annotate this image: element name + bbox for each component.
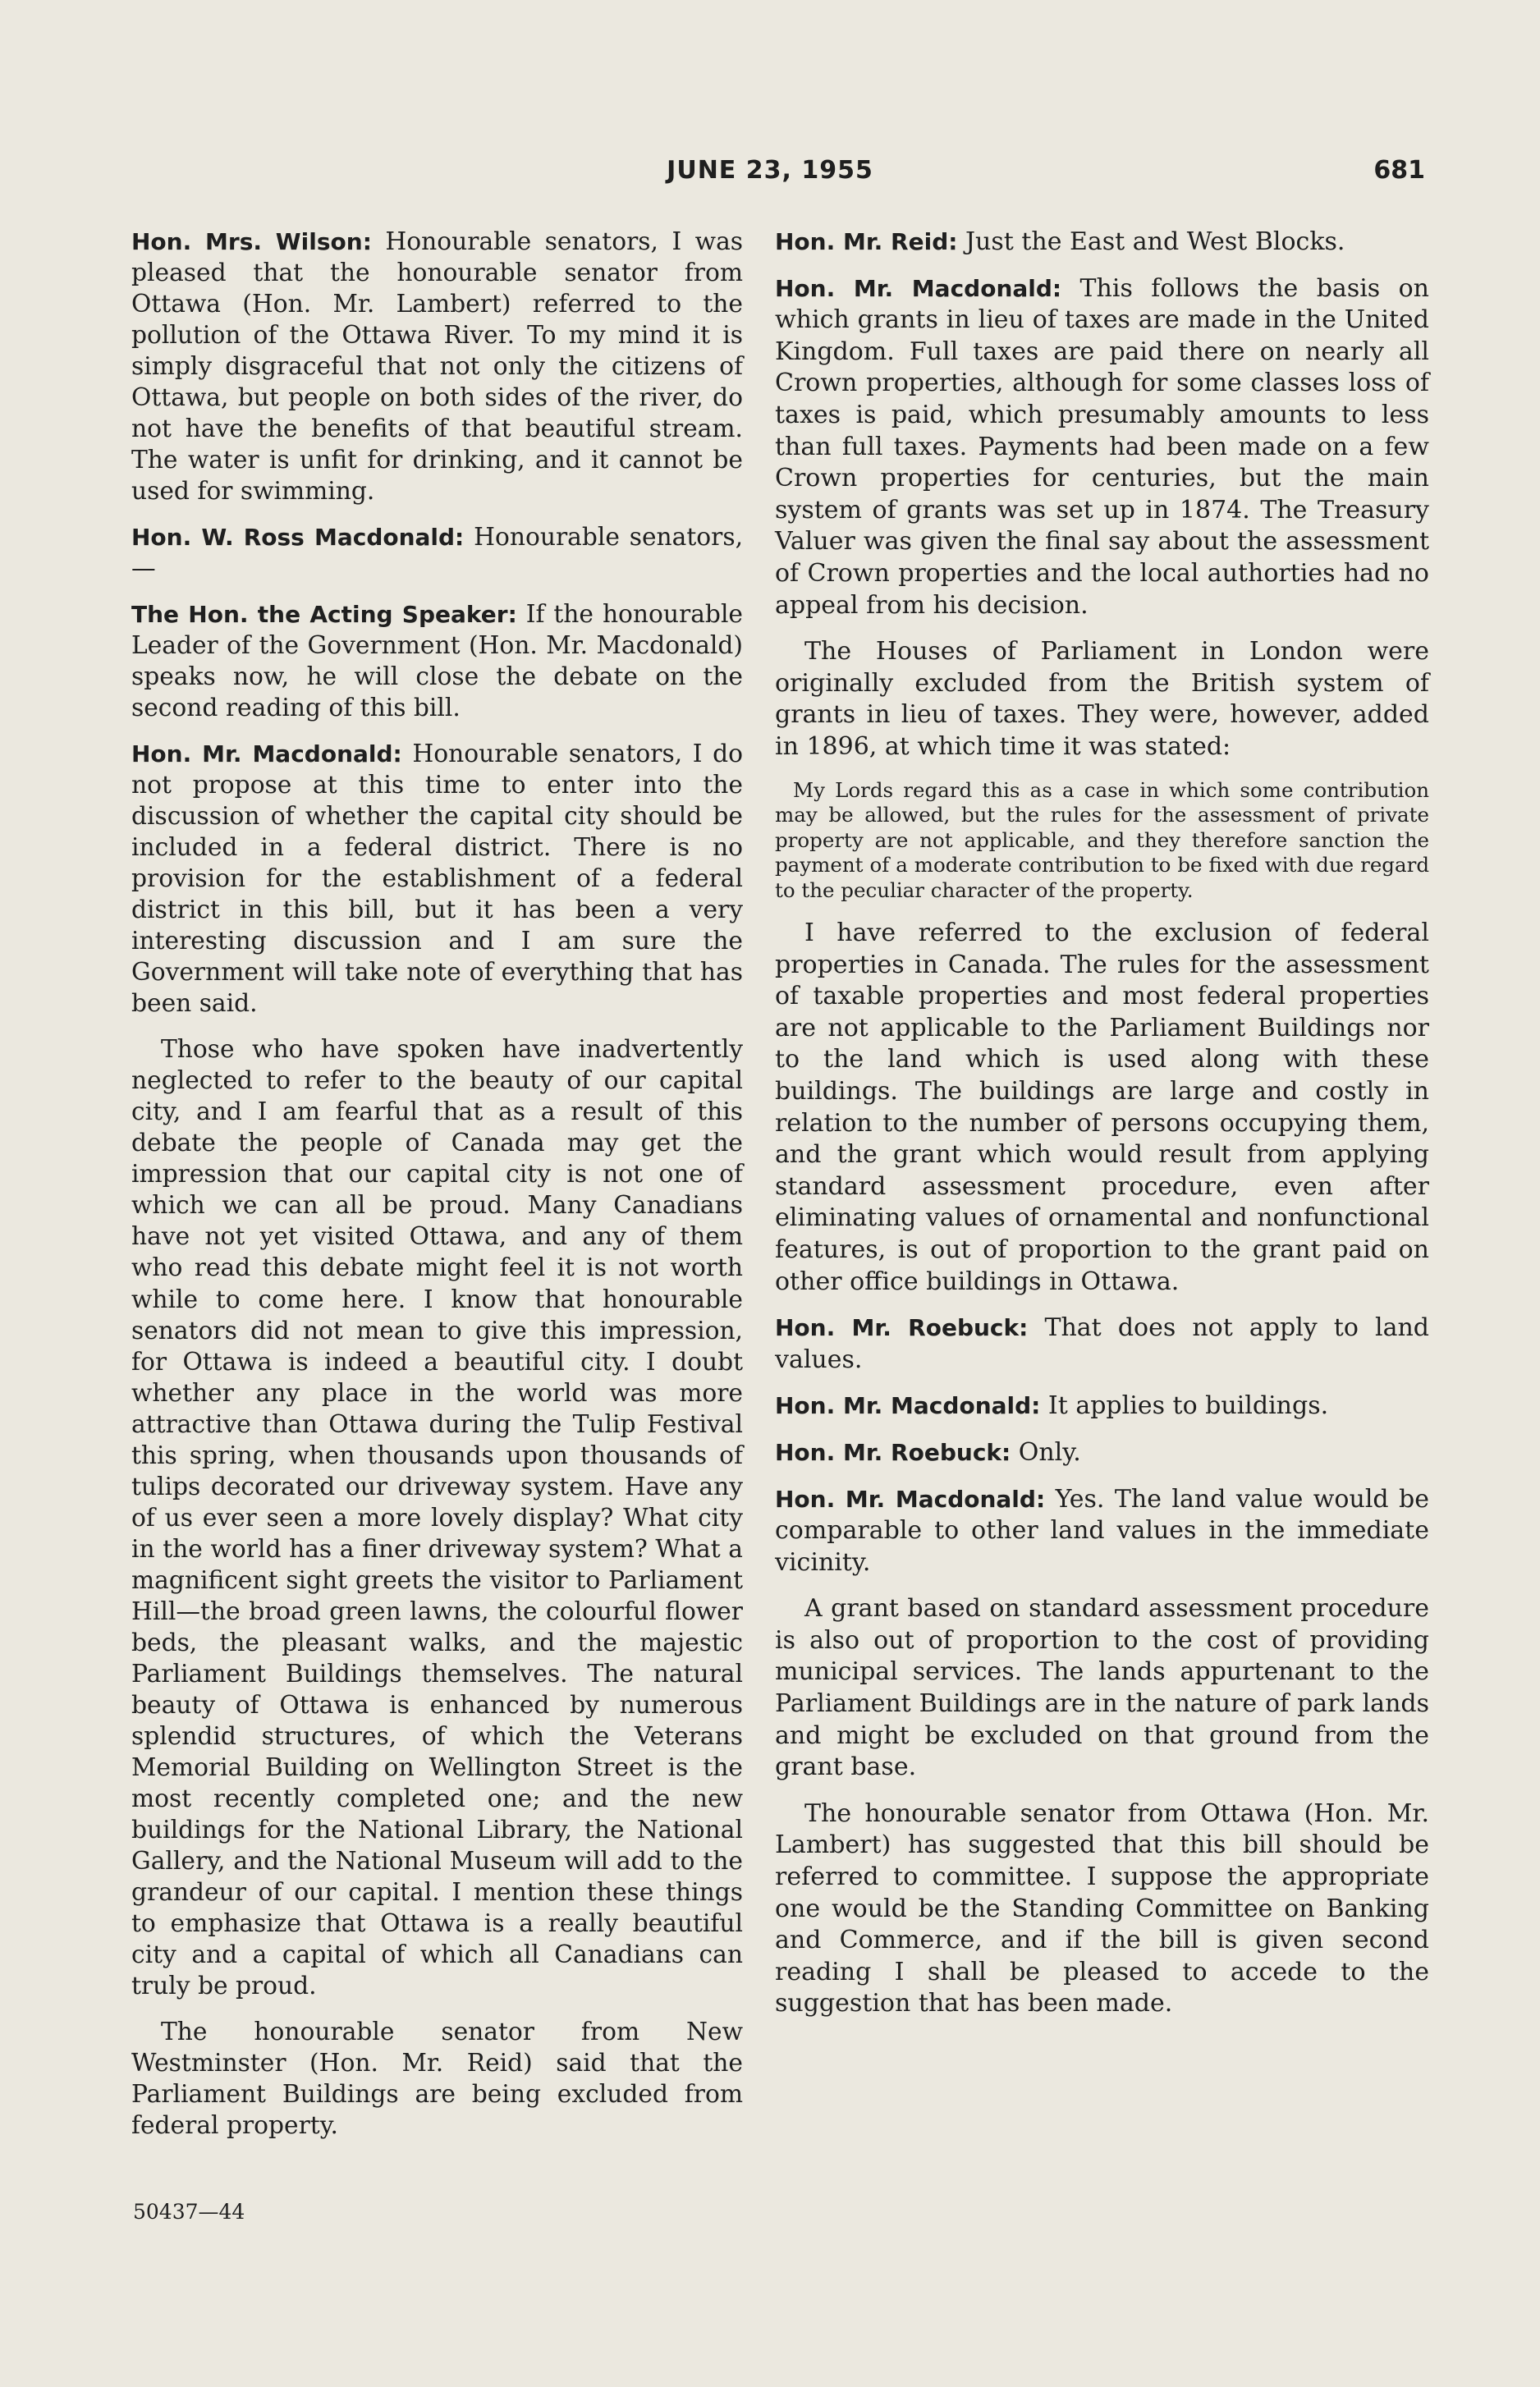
paragraph (775, 1313, 1429, 1376)
paragraph (775, 1593, 1429, 1784)
speech-text: The Houses of Parliament in London were originally excluded from the British system of grants in lieu of taxes. They were, however, added in 1896, at which time it was stated: (775, 637, 1429, 761)
speech-text: Yes. The land value would be comparable to other land values in the immediate vicinity. (775, 1484, 1429, 1577)
speaker-name: Hon. W. Ross Macdonald: (131, 524, 465, 552)
speech-text: Honourable senators, I do not propose at this time to enter into the discussion of whether the capital city should be included in a federal district. There is no provision for the establishment of a federal district in this bill, but it has been a very interesting discussion and I am sure the Government will take note of everything that has been said. (131, 740, 743, 1019)
paragraph (775, 1798, 1429, 2020)
speech-text: It applies to buildings. (1040, 1391, 1329, 1421)
paragraph (775, 227, 1429, 259)
page-number: 681 (1373, 156, 1425, 185)
paragraph (131, 739, 743, 1019)
paragraph (775, 273, 1429, 622)
paragraph (131, 227, 743, 507)
speech-text: A grant based on standard assessment procedure is also out of proportion to the cost of providing municipal services. The lands appurtenant to the Parliament Buildings are in the nature of park lands and might be excluded on that ground from the grant base. (775, 1594, 1429, 1782)
speech-text: Just the East and West Blocks. (957, 227, 1345, 256)
paragraph (775, 918, 1429, 1298)
paragraph (775, 636, 1429, 763)
paragraph (775, 1391, 1429, 1423)
speech-text: Those who have spoken have inadvertently neglected to refer to the beauty of our capital city, and I am fearful that as a result of this debate the people of Canada may get the impression that our capital city is not one of which we can all be proud. Many Canadians have not yet visited Ottawa, and any of them who read this debate might feel it is not worth while to come here. I know that honourable senators did not mean to give this impression, for Ottawa is indeed a beautiful city. I doubt whether any place in the world was more attractive than Ottawa during the Tulip Festival this spring, when thousands upon thousands of tulips decorated our driveway system. Have any of us ever seen a more lovely display? What city in the world has a finer driveway system? What a magnificent sight greets the visitor to Parliament Hill—the broad green lawns, the colourful flower beds, the pleasant walks, and the majestic Parliament Buildings themselves. The natural beauty of Ottawa is enhanced by numerous splendid structures, of which the Veterans Memorial Building on Wellington Street is the most recently completed one; and the new buildings for the National Library, the National Gallery, and the National Museum will add to the grandeur of our capital. I mention these things to emphasize that Ottawa is a really beautiful city and a capital of which all Canadians can truly be proud. (131, 1035, 743, 2000)
paragraph (131, 2017, 743, 2142)
speech-text: If the honourable Leader of the Government (Hon. Mr. Macdonald) speaks now, he will close the debate on the second reading of this bill. (131, 600, 744, 723)
right-column (775, 227, 1429, 2035)
speaker-name: Hon. Mr. Reid: (775, 228, 958, 255)
speaker-name: Hon. Mr. Roebuck: (775, 1438, 1011, 1466)
speaker-name: Hon. Mr. Macdonald: (131, 740, 402, 768)
speech-text: The honourable senator from New Westminster (Hon. Mr. Reid) said that the Parliament Buildings are being excluded from federal property. (131, 2017, 743, 2140)
print-code: 50437—44 (133, 2200, 245, 2224)
speaker-name: Hon. Mrs. Wilson: (131, 228, 372, 255)
speech-text: This follows the basis on which grants in lieu of taxes are made in the United Kingdom. Full taxes are paid there on nearly all Crown properties, although for some classes loss of taxes is paid, which presumably amounts to less than full taxes. Payments had been made on a few Crown properties for centuries, but the main system of grants was set up in 1874. The Treasury Valuer was given the final say about the assessment of Crown properties and the local authorties had no appeal from his decision. (775, 273, 1430, 620)
speech-text: I have referred to the exclusion of federal properties in Canada. The rules for the assessment of taxable properties and most federal properties are not applicable to the Parliament Buildings nor to the land which is used along with these buildings. The buildings are large and costly in relation to the number of persons occupying them, and the grant which would result from applying standard assessment procedure, even after eliminating values of ornamental and nonfunctional features, is out of proportion to the grant paid on other office buildings in Ottawa. (775, 919, 1429, 1296)
paragraph (131, 1034, 743, 2001)
paragraph (131, 522, 743, 584)
speech-text: Honourable senators,— (131, 523, 744, 584)
paragraph (775, 1484, 1429, 1579)
speaker-name: Hon. Mr. Roebuck: (775, 1314, 1029, 1342)
block-quote: My Lords regard this as a case in which some contribution may be allowed, but the rules for the assessment of private property are not applicable, and they therefore sanction the payment of a moderate contribution to be fixed with due regard to the peculiar character of the property. (775, 777, 1429, 902)
speaker-name: Hon. Mr. Macdonald: (775, 1392, 1041, 1420)
speaker-name: Hon. Mr. Macdonald: (775, 1485, 1046, 1513)
speaker-name: The Hon. the Acting Speaker: (131, 601, 517, 629)
page-date: JUNE 23, 1955 (667, 156, 873, 185)
paragraph (131, 599, 743, 724)
paragraph (775, 1437, 1429, 1469)
left-column (131, 227, 743, 2156)
speaker-name: Hon. Mr. Macdonald: (775, 274, 1062, 302)
speech-text: That does not apply to land values. (775, 1313, 1430, 1374)
speech-text: Honourable senators, I was pleased that the honourable senator from Ottawa (Hon. Mr. Lambert) referred to the pollution of the Ottawa River. To my mind it is simply disgraceful that not only the citizens of Ottawa, but people on both sides of the river, do not have the benefits of that beautiful stream. The water is unfit for drinking, and it cannot be used for swimming. (131, 227, 743, 506)
speech-text: Only. (1011, 1437, 1081, 1467)
speech-text: The honourable senator from Ottawa (Hon. Mr. Lambert) has suggested that this bill should be referred to committee. I suppose the appropriate one would be the Standing Committee on Banking and Commerce, and if the bill is given second reading I shall be pleased to accede to the suggestion that has been made. (775, 1798, 1429, 2018)
